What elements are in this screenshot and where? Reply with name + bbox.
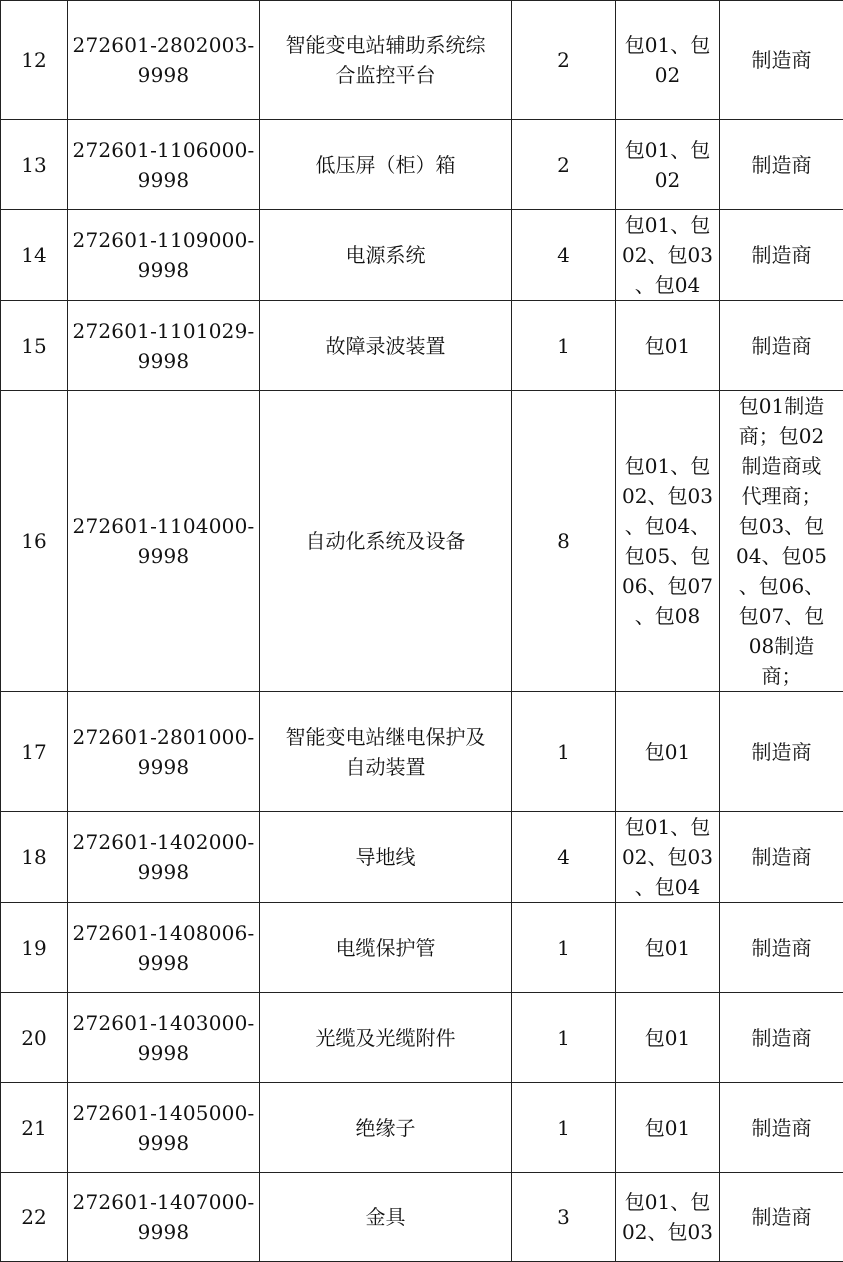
bidder-qualification: 制造商 bbox=[720, 1083, 843, 1173]
package-count: 4 bbox=[512, 812, 616, 903]
bidder-qualification: 制造商 bbox=[720, 120, 843, 210]
item-code: 272601-1402000- 9998 bbox=[68, 812, 260, 903]
table-row bbox=[1, 1083, 843, 1173]
item-code: 272601-1104000- 9998 bbox=[68, 391, 260, 692]
item-code: 272601-1408006- 9998 bbox=[68, 903, 260, 993]
bidder-qualification: 制造商 bbox=[720, 210, 843, 301]
package-count: 2 bbox=[512, 1, 616, 120]
item-code: 272601-1405000- 9998 bbox=[68, 1083, 260, 1173]
row-number: 19 bbox=[1, 903, 68, 993]
row-number: 13 bbox=[1, 120, 68, 210]
item-name: 光缆及光缆附件 bbox=[260, 993, 512, 1083]
row-number: 16 bbox=[1, 391, 68, 692]
item-name: 电源系统 bbox=[260, 210, 512, 301]
item-name: 导地线 bbox=[260, 812, 512, 903]
table-row bbox=[1, 210, 843, 301]
row-number: 20 bbox=[1, 993, 68, 1083]
bidder-qualification: 包01制造 商；包02 制造商或 代理商； 包03、包 04、包05 、包06、 包07、包 08制造 商； bbox=[720, 391, 843, 692]
table-row bbox=[1, 120, 843, 210]
bidder-qualification: 制造商 bbox=[720, 1173, 843, 1262]
row-number: 21 bbox=[1, 1083, 68, 1173]
table-row bbox=[1, 391, 843, 692]
bidder-qualification: 制造商 bbox=[720, 903, 843, 993]
package-count: 1 bbox=[512, 692, 616, 812]
bidder-qualification: 制造商 bbox=[720, 301, 843, 391]
package-count: 3 bbox=[512, 1173, 616, 1262]
package-count: 1 bbox=[512, 993, 616, 1083]
item-code: 272601-1407000- 9998 bbox=[68, 1173, 260, 1262]
package-list: 包01、包 02、包03 、包04 bbox=[616, 210, 720, 301]
table-row bbox=[1, 1173, 843, 1262]
package-list: 包01 bbox=[616, 903, 720, 993]
package-count: 1 bbox=[512, 301, 616, 391]
table-row bbox=[1, 993, 843, 1083]
item-name: 智能变电站辅助系统综 合监控平台 bbox=[260, 1, 512, 120]
item-name: 电缆保护管 bbox=[260, 903, 512, 993]
item-name: 故障录波装置 bbox=[260, 301, 512, 391]
bidder-qualification: 制造商 bbox=[720, 692, 843, 812]
package-list: 包01 bbox=[616, 993, 720, 1083]
table-row bbox=[1, 1, 843, 120]
package-count: 4 bbox=[512, 210, 616, 301]
table-row bbox=[1, 301, 843, 391]
item-code: 272601-1101029- 9998 bbox=[68, 301, 260, 391]
item-code: 272601-1106000- 9998 bbox=[68, 120, 260, 210]
item-name: 金具 bbox=[260, 1173, 512, 1262]
bidder-qualification: 制造商 bbox=[720, 1, 843, 120]
package-list: 包01、包 02、包03 、包04、 包05、包 06、包07 、包08 bbox=[616, 391, 720, 692]
item-name: 绝缘子 bbox=[260, 1083, 512, 1173]
item-code: 272601-1109000- 9998 bbox=[68, 210, 260, 301]
package-list: 包01、包 02 bbox=[616, 1, 720, 120]
package-list: 包01 bbox=[616, 1083, 720, 1173]
package-count: 2 bbox=[512, 120, 616, 210]
row-number: 12 bbox=[1, 1, 68, 120]
package-list: 包01 bbox=[616, 692, 720, 812]
row-number: 15 bbox=[1, 301, 68, 391]
row-number: 18 bbox=[1, 812, 68, 903]
table-body bbox=[1, 1, 843, 1262]
bidder-qualification: 制造商 bbox=[720, 812, 843, 903]
table-row bbox=[1, 903, 843, 993]
bidder-qualification: 制造商 bbox=[720, 993, 843, 1083]
item-code: 272601-2801000- 9998 bbox=[68, 692, 260, 812]
item-name: 智能变电站继电保护及 自动装置 bbox=[260, 692, 512, 812]
table-row bbox=[1, 692, 843, 812]
row-number: 14 bbox=[1, 210, 68, 301]
package-count: 1 bbox=[512, 1083, 616, 1173]
row-number: 22 bbox=[1, 1173, 68, 1262]
row-number: 17 bbox=[1, 692, 68, 812]
package-list: 包01、包 02、包03 、包04 bbox=[616, 812, 720, 903]
package-list: 包01、包 02、包03 bbox=[616, 1173, 720, 1262]
item-name: 自动化系统及设备 bbox=[260, 391, 512, 692]
package-count: 8 bbox=[512, 391, 616, 692]
item-code: 272601-2802003- 9998 bbox=[68, 1, 260, 120]
table-row bbox=[1, 812, 843, 903]
package-count: 1 bbox=[512, 903, 616, 993]
item-code: 272601-1403000- 9998 bbox=[68, 993, 260, 1083]
package-list: 包01 bbox=[616, 301, 720, 391]
package-list: 包01、包 02 bbox=[616, 120, 720, 210]
item-name: 低压屏（柜）箱 bbox=[260, 120, 512, 210]
